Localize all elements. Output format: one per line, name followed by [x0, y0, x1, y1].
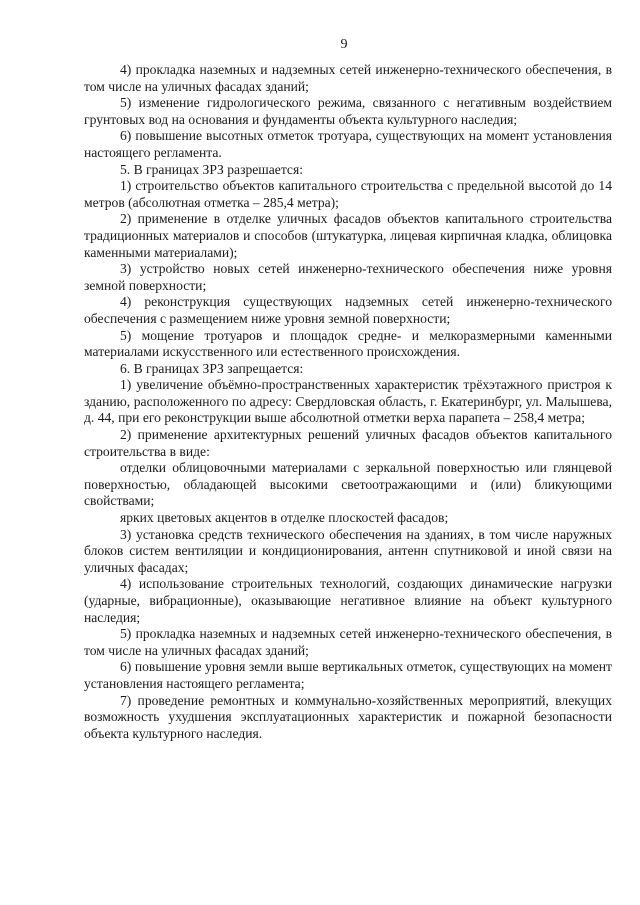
section-heading: 5. В границах ЗРЗ разрешается:	[120, 161, 303, 177]
paragraph: 2) применение в отделке уличных фасадов объектов капитального строительства традиционных материалов и способов (штукатурка, лицевая кирпичная кладка, облицовка каменными материалами);	[84, 211, 612, 260]
paragraph: ярких цветовых акцентов в отделке плоскостей фасадов;	[120, 510, 449, 526]
paragraph: 7) проведение ремонтных и коммунально-хозяйственных мероприятий, влекущих возможность ухудшения эксплуатационных характеристик и пожарной безопасности объекта культурного наследия.	[84, 692, 612, 741]
paragraph: 5) прокладка наземных и надземных сетей инженерно-технического обеспечения, в том числе на уличных фасадах зданий;	[84, 626, 612, 658]
paragraph: 4) использование строительных технологий, создающих динамические нагрузки (ударные, вибрационные), оказывающие негативное влияние на объект культурного наследия;	[84, 576, 612, 625]
paragraph: 6) повышение высотных отметок тротуара, существующих на момент установления настоящего регламента.	[84, 128, 612, 160]
paragraph: 1) строительство объектов капитального строительства с предельной высотой до 14 метров (абсолютная отметка – 285,4 метра);	[84, 178, 612, 210]
paragraph: 5) мощение тротуаров и площадок средне- и мелкоразмерными каменными материалами искусственного или естественного происхождения.	[84, 327, 612, 360]
paragraph: 6) повышение уровня земли выше вертикальных отметок, существующих на момент установления настоящего регламента;	[84, 659, 612, 691]
paragraph: 5) изменение гидрологического режима, связанного с негативным воздействием грунтовых вод на основания и фундаменты объекта культурного наследия;	[84, 95, 612, 127]
paragraph: 1) увеличение объёмно-пространственных характеристик трёхэтажного пристроя к зданию, расположенного по адресу: Свердловская область, г. Екатеринбург, ул. Малышева, д. 44, при его реконструкции выше абсолютной отметки верха парапета – 258,4 метра;	[84, 377, 612, 426]
page-number: 9	[340, 37, 348, 52]
paragraph: отделки облицовочными материалами с зеркальной поверхностью или глянцевой поверхностью, обладающей высокими светоотражающими и (или) бликующими свойствами;	[84, 460, 612, 509]
paragraph: 2) применение архитектурных решений уличных фасадов объектов капитального строительства в виде:	[84, 427, 612, 459]
paragraph: 3) устройство новых сетей инженерно-технического обеспечения ниже уровня земной поверхности;	[84, 261, 612, 293]
section-heading: 6. В границах ЗРЗ запрещается:	[120, 360, 304, 376]
paragraph: 3) установка средств технического обеспечения на зданиях, в том числе наружных блоков систем вентиляции и кондиционирования, антенн спутниковой и иной связи на уличных фасадах;	[84, 526, 612, 575]
paragraph: 4) реконструкция существующих надземных сетей инженерно-технического обеспечения с размещением ниже уровня земной поверхности;	[84, 294, 612, 326]
paragraph: 4) прокладка наземных и надземных сетей инженерно-технического обеспечения, в том числе на уличных фасадах зданий;	[84, 62, 612, 94]
